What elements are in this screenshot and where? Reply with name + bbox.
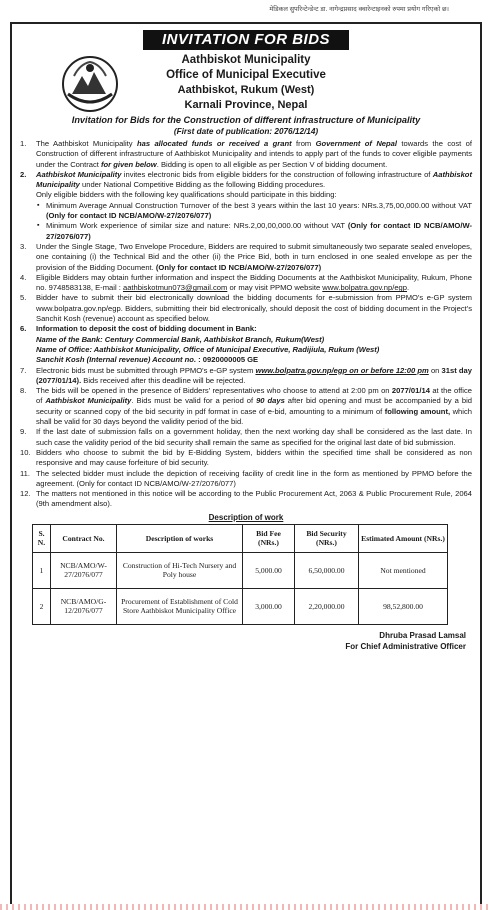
notice-subtitle: Invitation for Bids for the Construction of different infrastructure of Municipality	[71, 115, 421, 125]
newspaper-bottom-strip	[0, 904, 489, 910]
egp-link[interactable]: www.bolpatra.gov.np/egp on or before 12:00 pm	[255, 365, 429, 375]
table-row	[33, 552, 448, 588]
cell-estimated-amount: Not mentioned	[359, 552, 448, 588]
work-table-title: Description of work	[208, 512, 284, 522]
notice-item-3: 3. Under the Single Stage, Two Envelope Procedure, Bidders are required to submit simultaneously two separate sealed envelopes, one containing (i) the Technical Bid and the other (ii) the Price Bid, both in turn enclosed in one sealed envelope as per the provision of the Bidding Document. (Only for contact ID NCB/AMO/W-27/2076/077)	[20, 241, 472, 272]
table-row	[33, 588, 448, 624]
item-number: 9.	[20, 427, 27, 437]
nepal-emblem-icon	[60, 54, 120, 114]
notice-item-9: 9. If the last date of submission falls on a government holiday, then the next working day shall be considered as the last date. In such case the validity period of the bid security shall remain the same as specified for the original last date of bid submission.	[20, 427, 472, 447]
item-number: 2.	[20, 169, 27, 179]
item-number: 6.	[20, 324, 27, 334]
cell-contract-no: NCB/AMO/W-27/2076/077	[51, 552, 117, 588]
notice-item-7: 7. Electronic bids must be submitted through PPMO's e-GP system www.bolpatra.gov.np/egp on or before 12:00 pm on 31st day (2077/01/14). Bids received after this deadline will be rejected.	[20, 365, 472, 385]
cell-bid-security: 6,50,000.00	[295, 552, 359, 588]
cell-estimated-amount: 98,52,800.00	[359, 588, 448, 624]
header-description: Description of works	[117, 524, 243, 552]
cell-bid-fee: 3,000.00	[243, 588, 295, 624]
org-office: Office of Municipal Executive	[166, 69, 326, 81]
item-number: 11.	[20, 468, 30, 478]
header-sn: S. N.	[33, 524, 51, 552]
item-number: 7.	[20, 365, 27, 375]
cell-sn: 2	[33, 588, 51, 624]
work-table	[32, 524, 448, 625]
header-bid-security: Bid Security (NRs.)	[295, 524, 359, 552]
notice-item-11: 11. The selected bidder must include the depiction of receiving facility of credit line in the form as mentioned by PPMO before the agreement. (Only for contact ID NCB/AMO/W-27/2076/077)	[20, 468, 472, 488]
header-contract-no: Contract No.	[51, 524, 117, 552]
notice-item-4: 4. Eligible Bidders may obtain further information and inspect the Bidding Documents at the Aathbiskot Municipality, Rukum, Phone no. 9748583138, E-mail : aathbiskotmun073@gmail.com or may visit PPMO website www.bolpatra.gov.np/egp.	[20, 272, 472, 293]
notice-item-6: 6. Information to deposit the cost of bidding document in Bank: Name of the Bank: Century Commercial Bank, Aathbiskot Branch, Rukum(West) Name of Office: Aathbiskot Municipality, Office of Municipal Executive, Radijiula, Rukum (West) Sanchit Kosh (Internal revenue) Account no. : 0920000005 GE	[20, 324, 380, 365]
cell-bid-fee: 5,000.00	[243, 552, 295, 588]
cell-sn: 1	[33, 552, 51, 588]
signature-block	[20, 630, 472, 652]
org-province: Karnali Province, Nepal	[184, 99, 308, 111]
notice-banner: INVITATION FOR BIDS	[143, 30, 349, 50]
org-address: Aathbiskot, Rukum (West)	[177, 84, 315, 96]
bid-notice	[10, 22, 482, 906]
header-bid-fee: Bid Fee (NRs.)	[243, 524, 295, 552]
qualification-experience: ▪ Minimum Work experience of similar size and nature: NRs.2,00,00,000.00 without VAT (Only for contact ID NCB/AMO/W-27/2076/077)	[36, 221, 472, 242]
qualification-turnover: ▪ Minimum Average Annual Construction Turnover of the best 3 years within the last 10 years: NRs.3,75,00,000.00 without VAT (Only for contact ID NCB/AMO/W-27/2076/077)	[36, 201, 472, 222]
item-number: 1.	[20, 139, 27, 148]
item-number: 12.	[20, 489, 31, 499]
signatory-name: Dhruba Prasad Lamsal	[379, 630, 466, 640]
cell-contract-no: NCB/AMO/G-12/2076/077	[51, 588, 117, 624]
item-number: 3.	[20, 241, 27, 251]
notice-item-8: 8. The bids will be opened in the presence of Bidders' representatives who choose to attend at 2:00 pm on 2077/01/14 at the office of Aathbiskot Municipality. Bids must be valid for a period of 90 days after bid opening and must be accompanied by a bid security or scanned copy of the bid security in pdf format in case of e-bid, amounting to a minimum of following amount, which shall be valid for 30 days beyond the validity period of the bid.	[20, 386, 472, 427]
publication-date: (First date of publication: 2076/12/14)	[173, 127, 319, 136]
notice-item-12: 12. The matters not mentioned in this notice will be according to the Public Procurement Act, 2063 & Public Procurement Rule, 2064 (9th amendment also).	[20, 489, 472, 509]
newspaper-top-strip: मेडिकल सुपरिन्टेन्डेन्ट डा. नागेन्द्रप्रसाद क्वारेन्टाइनको रुपमा प्रयोग गरिएको छ।	[269, 6, 449, 13]
item-number: 10.	[20, 447, 31, 457]
notice-items	[20, 139, 472, 510]
org-name: Aathbiskot Municipality	[181, 54, 311, 66]
ppmo-website-link[interactable]: www.bolpatra.gov.np/egp	[322, 283, 408, 293]
notice-item-10: 10. Bidders who choose to submit the bid by E-Bidding System, bidders within the specified time shall be considered as non responsive and may cause forfeiture of bid security.	[20, 447, 472, 468]
table-header-row	[33, 524, 448, 552]
item-number: 8.	[20, 386, 27, 396]
signatory-title: For Chief Administrative Officer	[345, 641, 466, 651]
item-number: 4.	[20, 272, 27, 282]
email-link[interactable]: aathbiskotmun073@gmail.com	[122, 283, 228, 293]
notice-item-1: 1. The Aathbiskot Municipality has allocated funds or received a grant from Government of Nepal towards the cost of Construction of different infrastructure of Aathbiskot Municipality and intends to apply part of the funds to cover eligible payments under the Contract for given below. Bidding is open to all eligible as per Section V of bidding document.	[20, 139, 473, 169]
notice-item-5: 5. Bidder have to submit their bid electronically download the bidding documents for e-submission from PPMO's e-GP system www.bolpatra.gov.np/egp. Bidders, submitting their bid electronically, should deposit the cost of bidding document in the Project's Sanchit Kosh (revenue) account as specified below.	[20, 293, 472, 324]
header-estimated-amount: Estimated Amount (NRs.)	[359, 524, 448, 552]
cell-bid-security: 2,20,000.00	[295, 588, 359, 624]
cell-description: Construction of Hi-Tech Nursery and Poly house	[117, 552, 243, 588]
cell-description: Procurement of Establishment of Cold Store Aathbiskot Municipality Office	[117, 588, 243, 624]
notice-item-2: 2. Aathbiskot Municipality invites electronic bids from eligible bidders for the construction of following infrastructure of Aathbiskot Municipality under National Competitive Bidding as the following Bidding procedures. Only eligible bidders with the following key qualifications should participate in this bidding: ▪ Minimum Average Annual Construction Turnover of the best 3 years within the last 10 years: NRs.3,75,00,000.00 without VAT (Only for contact ID NCB/AMO/W-27/2076/077) ▪ Minimum Work experience of similar size and nature: NRs.2,00,00,000.00 without VAT (Only for contact ID NCB/AMO/W-27/2076/077)	[20, 170, 472, 242]
item-number: 5.	[20, 293, 27, 303]
